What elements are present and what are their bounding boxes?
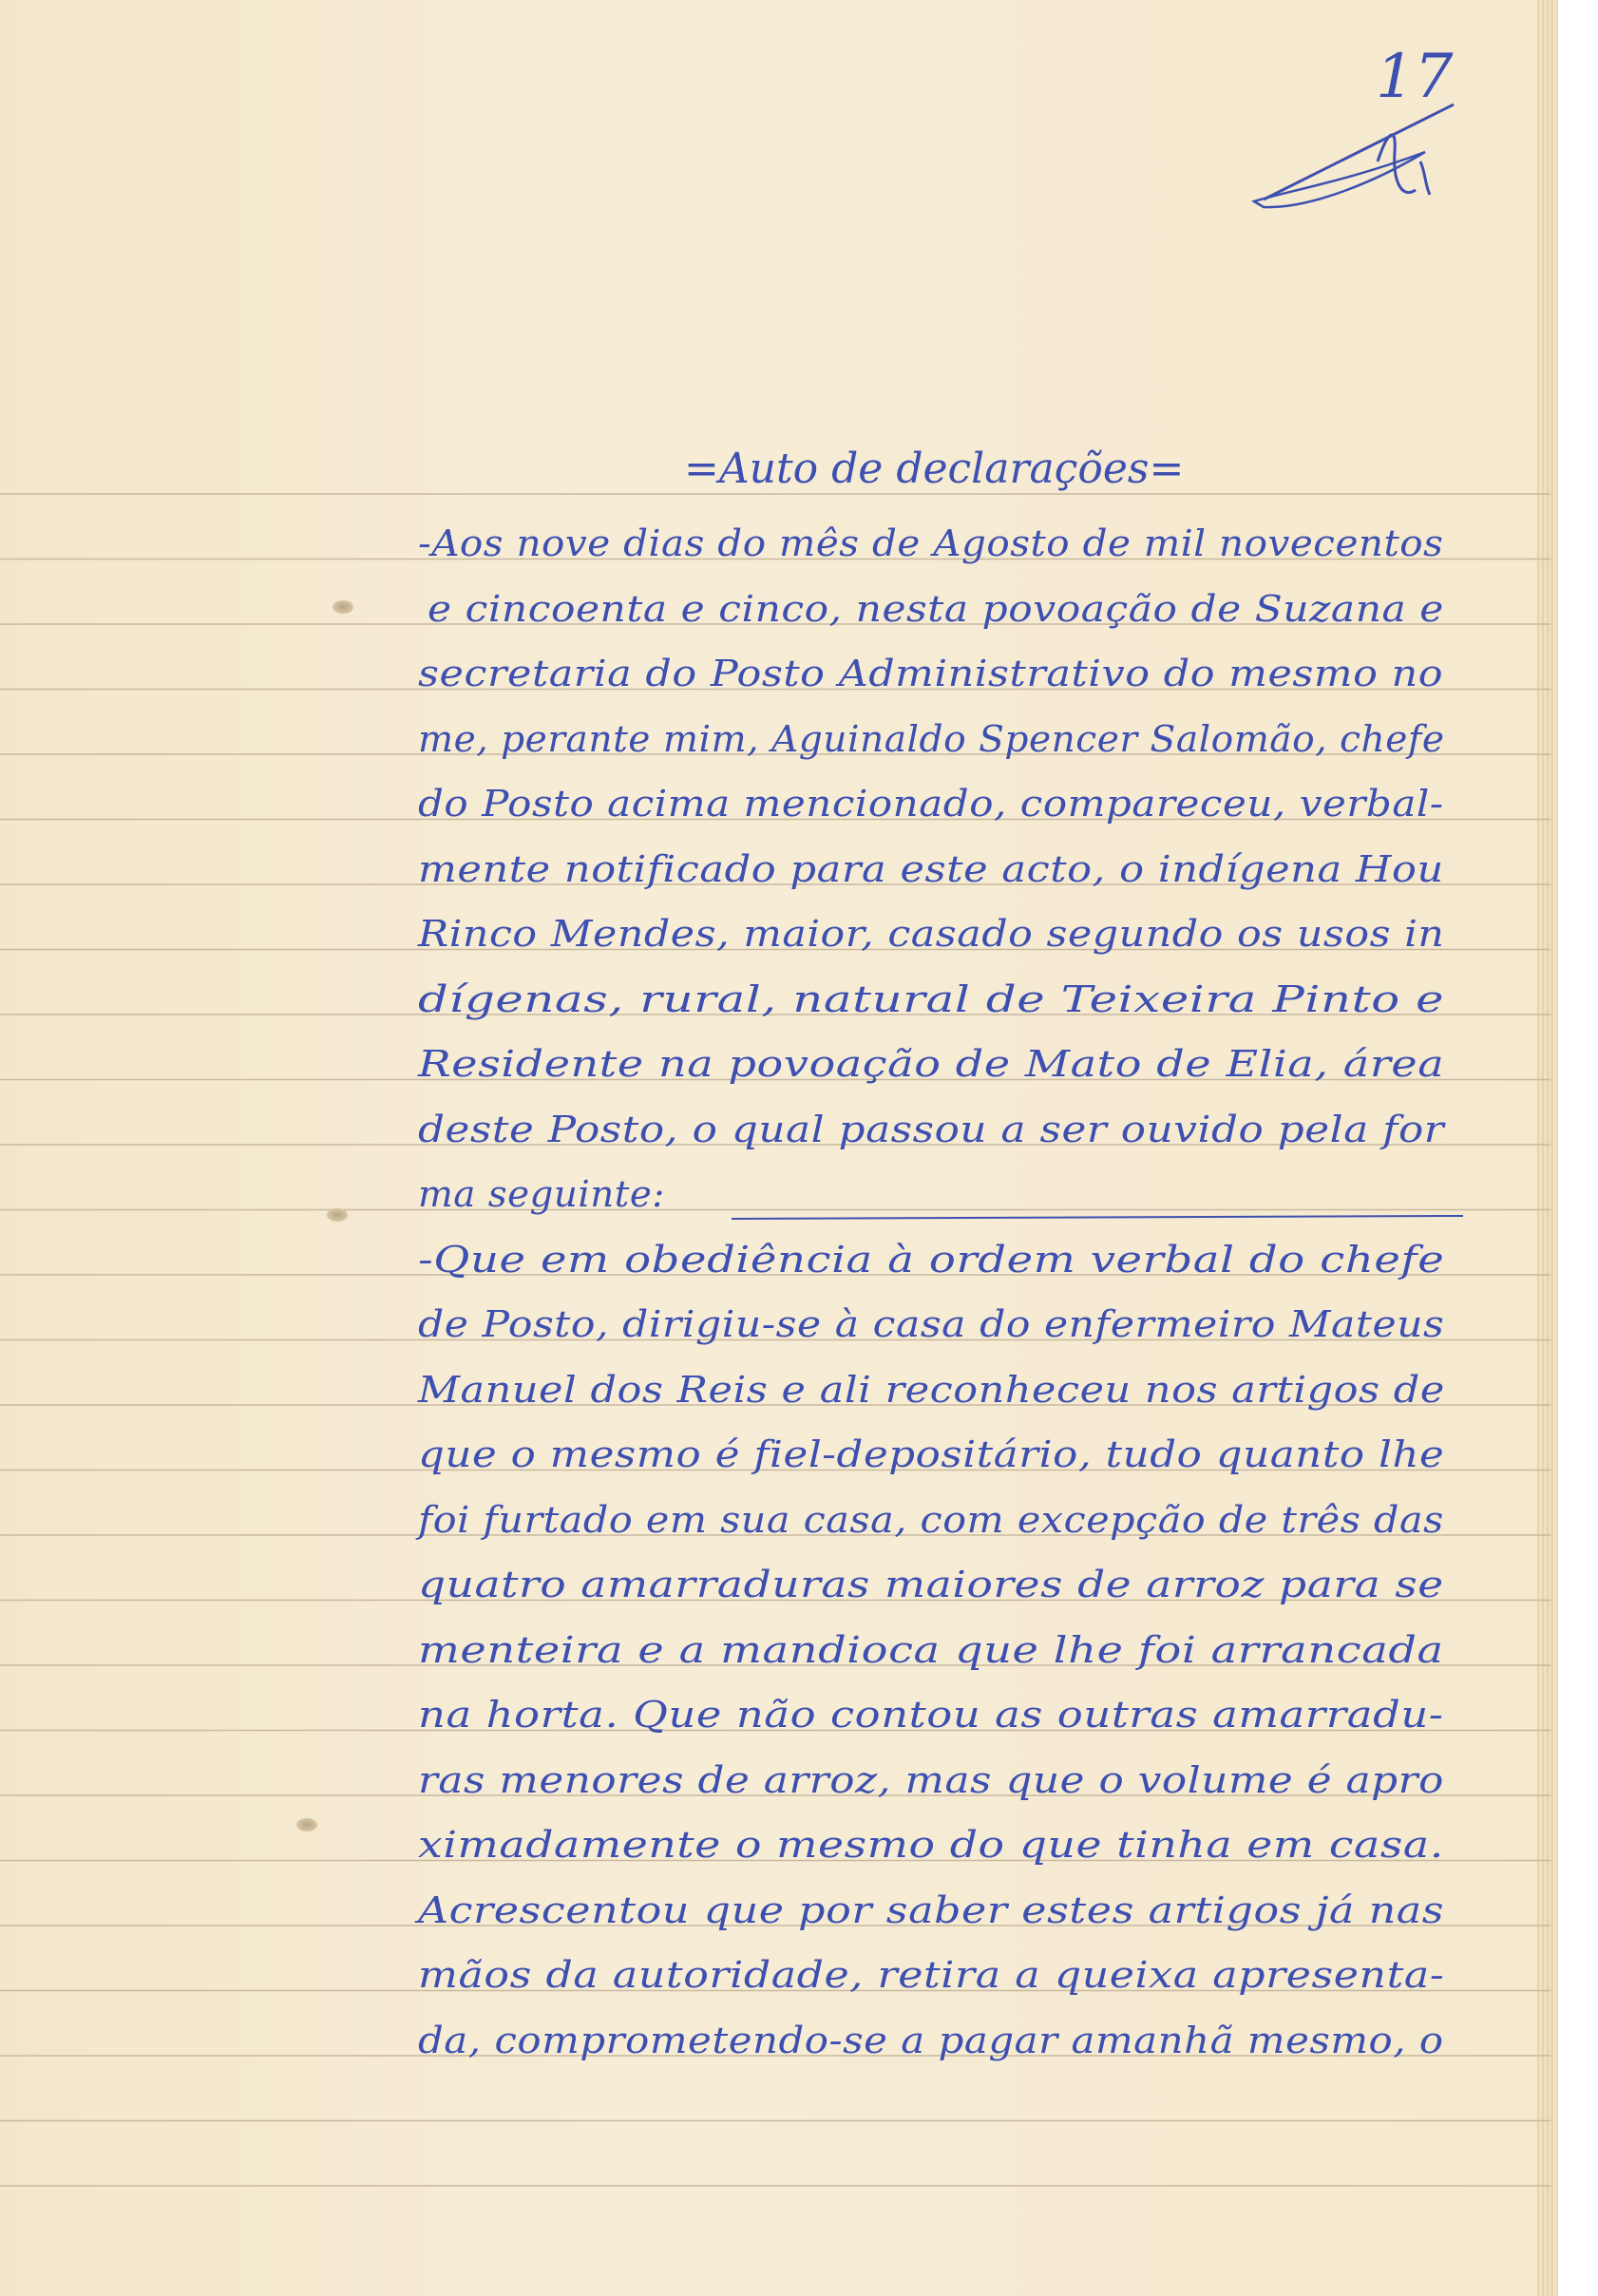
text-line: e cincoenta e cinco, nesta povoação de Suzana e <box>428 587 1444 630</box>
text-line: mente notificado para este acto, o indígena Hou <box>418 847 1444 890</box>
text-line: Acrescentou que por saber estes artigos já nas <box>418 1888 1445 1931</box>
signature-initials <box>1235 95 1463 228</box>
text-line: da, comprometendo-se a pagar amanhã mesmo, o <box>418 2019 1444 2061</box>
text-line: ximadamente o mesmo do que tinha em casa. <box>418 1824 1444 1866</box>
document-title: =Auto de declarações= <box>684 445 1185 493</box>
text-line: ras menores de arroz, mas que o volume é apro <box>418 1758 1444 1801</box>
text-line: -Que em obediência à ordem verbal do chefe <box>418 1238 1445 1281</box>
text-line: mãos da autoridade, retira a queixa apresenta- <box>418 1954 1445 1996</box>
punch-hole <box>333 600 353 614</box>
punch-hole <box>327 1208 348 1222</box>
text-line: quatro amarraduras maiores de arroz para se <box>418 1564 1444 1605</box>
text-line: de Posto, dirigiu-se à casa do enfermeiro Mateus <box>418 1303 1445 1345</box>
text-line: -Aos nove dias do mês de Agosto de mil novecentos <box>418 522 1444 564</box>
text-line: Residente na povoação de Mato de Elia, área <box>418 1043 1445 1085</box>
text-line: menteira e a mandioca que lhe foi arrancada <box>418 1628 1444 1671</box>
text-line: na horta. Que não contou as outras amarradu- <box>418 1694 1444 1736</box>
text-line: Rinco Mendes, maior, casado segundo os usos in <box>418 913 1445 955</box>
text-line: Manuel dos Reis e ali reconheceu nos artigos de <box>418 1368 1445 1411</box>
text-line: ma seguinte: <box>418 1173 665 1215</box>
text-line: me, perante mim, Aguinaldo Spencer Salomão, chefe <box>418 717 1445 760</box>
text-line: que o mesmo é fiel-depositário, tudo quanto lhe <box>418 1433 1445 1475</box>
text-line: foi furtado em sua casa, com excepção de três das <box>418 1498 1444 1541</box>
text-line: dígenas, rural, natural de Teixeira Pinto e <box>418 977 1445 1020</box>
punch-hole <box>296 1818 317 1831</box>
text-line: deste Posto, o qual passou a ser ouvido pela for <box>418 1108 1445 1150</box>
text-line: do Posto acima mencionado, compareceu, verbal- <box>418 783 1444 825</box>
fill-line <box>732 1216 1463 1219</box>
page-number: 17 <box>1376 42 1454 112</box>
text-line: secretaria do Posto Administrativo do mesmo no <box>418 653 1444 694</box>
